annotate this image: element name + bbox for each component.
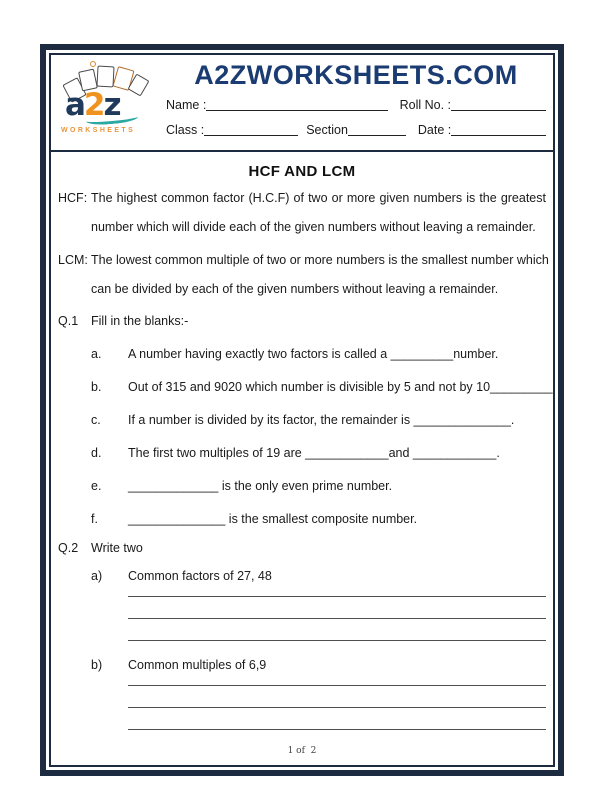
definition-line: number which will divide each of the given numbers without leaving a remainder. (91, 220, 536, 234)
q1-item-b (91, 379, 553, 395)
item-text: ______________ is the smallest composite number. (128, 512, 418, 526)
page-number: 1 of 2 (287, 746, 317, 756)
item-text: If a number is divided by its factor, the remainder is ______________. (128, 413, 515, 427)
q1-item-d (91, 445, 546, 461)
logo-dot-icon (90, 61, 96, 67)
answer-blank-line (128, 619, 546, 641)
q1-item-e (91, 478, 546, 494)
q2-item-label (91, 657, 546, 673)
site-title: A2ZWORKSHEETS.COM (194, 60, 518, 90)
item-text: The first two multiples of 19 are ____________and ____________. (128, 446, 500, 460)
item-letter: f. (91, 512, 98, 526)
class-label: Class : (166, 123, 205, 137)
name-blank-line (206, 110, 387, 111)
a2z-logo (60, 58, 160, 136)
definition-text (91, 246, 549, 304)
answer-lines (128, 584, 546, 641)
item-letter: a. (91, 347, 102, 361)
header-right (160, 58, 546, 148)
answer-blank-line (128, 597, 546, 619)
item-letter: b) (91, 658, 103, 672)
section-label: Section (306, 123, 348, 137)
item-text: Common factors of 27, 48 (128, 569, 272, 583)
logo-letter-z: z (103, 87, 120, 123)
class-blank-line (204, 135, 298, 136)
page-inner-border (49, 53, 555, 767)
logo-letter-a: a (65, 87, 84, 123)
name-label: Name : (166, 98, 207, 112)
date-label: Date : (417, 123, 452, 137)
item-text: Out of 315 and 9020 which number is divisible by 5 and not by 10_________ (128, 380, 553, 394)
question-number: Q.1 (58, 314, 79, 328)
definition-line: The highest common factor (H.C.F) of two or more given numbers is the greatest (91, 191, 546, 205)
logo-subtitle: WORKSHEETS (61, 127, 136, 134)
definition-line: can be divided by each of the given numbers without leaving a remainder. (91, 282, 499, 296)
page-border (40, 44, 564, 776)
item-text: A number having exactly two factors is called a _________number. (128, 347, 499, 361)
name-roll-row (166, 98, 546, 113)
question-number: Q.2 (58, 541, 79, 555)
item-letter: c. (91, 413, 101, 427)
q2-item-a (91, 568, 546, 641)
answer-blank-line (128, 584, 546, 597)
answer-blank-line (128, 673, 546, 686)
definition-term: HCF: (58, 191, 88, 205)
definition-lcm (58, 246, 549, 304)
logo-digit-2: 2 (83, 87, 104, 123)
item-letter: b. (91, 380, 102, 394)
question-prompt: Fill in the blanks:- (91, 314, 189, 328)
q1-items (91, 346, 553, 527)
class-section-date-row (166, 123, 546, 138)
answer-blank-line (128, 686, 546, 708)
item-text: Common multiples of 6,9 (128, 658, 267, 672)
definition-term: LCM: (58, 253, 88, 267)
q2-header (58, 540, 546, 556)
worksheet-title: HCF AND LCM (248, 163, 356, 180)
definition-hcf (58, 184, 546, 242)
q2-item-label (91, 568, 546, 584)
question-prompt: Write two (91, 541, 143, 555)
item-letter: d. (91, 446, 102, 460)
q2-item-b (91, 657, 546, 730)
roll-label: Roll No. : (399, 98, 451, 112)
header-divider (51, 150, 553, 152)
item-letter: a) (91, 569, 103, 583)
header (58, 55, 546, 148)
q1-item-a (91, 346, 546, 362)
answer-blank-line (128, 708, 546, 730)
section-blank-line (348, 135, 406, 136)
q1-item-c (91, 412, 546, 428)
answer-lines (128, 673, 546, 730)
date-blank-line (451, 135, 546, 136)
definition-text (91, 184, 546, 242)
q1-item-f (91, 511, 546, 527)
q1-header (58, 313, 546, 329)
item-text: _____________ is the only even prime number. (128, 479, 393, 493)
roll-blank-line (451, 110, 546, 111)
definition-line: The lowest common multiple of two or more numbers is the smallest number which (91, 253, 549, 267)
item-letter: e. (91, 479, 102, 493)
